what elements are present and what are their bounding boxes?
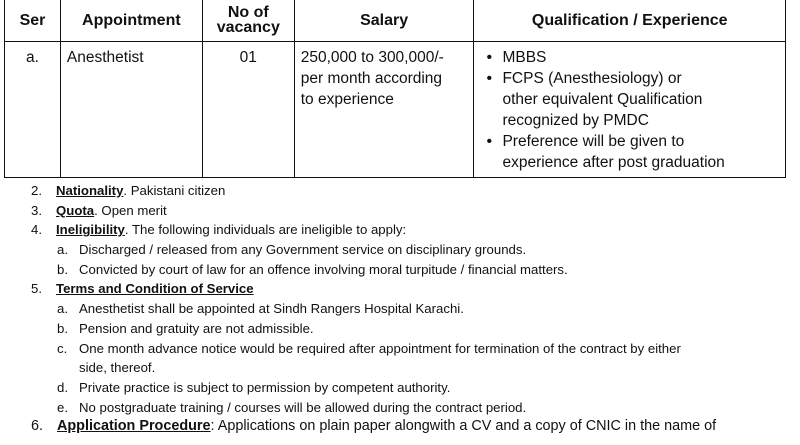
qualification-line: • MBBS [502,49,547,66]
sub-item [0,339,800,359]
cell-qualification [474,42,786,178]
sub-item [0,299,800,319]
sub-item-label: b. [57,261,68,277]
table-header-row [5,0,786,42]
qualification-item [502,131,779,173]
header-appointment: Appointment [60,0,202,42]
para-text [56,201,167,221]
sub-item-label: e. [57,399,68,415]
vacancy-table [4,0,786,178]
sub-item-label: a. [57,242,68,258]
header-salary: Salary [294,0,474,42]
para-number: 3. [31,202,42,218]
cell-ser: a. [5,42,61,178]
header-vacancy [202,0,294,42]
qualification-line: experience after post graduation [502,154,725,171]
sub-item-label: b. [57,320,68,336]
header-ser: Ser [5,0,61,42]
sub-item-label: a. [57,301,68,317]
sub-item-text: One month advance notice would be required after appointment for termination of the contract by either [79,340,681,356]
sub-item [0,398,800,418]
qualification-line: other equivalent Qualification [502,91,703,108]
para-ineligibility [0,220,800,240]
para-number: 6. [31,418,44,435]
para-application [0,417,800,437]
salary-line: 250,000 to 300,000/- [300,49,444,66]
sub-item [0,378,800,398]
qualification-line: • Preference will be given to [502,133,685,150]
sub-item-text: side, thereof. [79,360,156,376]
qualification-line: recognized by PMDC [502,112,649,129]
para-heading: Quota [56,202,95,218]
sub-item [0,260,800,280]
para-heading: Application Procedure [57,418,211,435]
sub-item-label: c. [57,340,68,356]
para-body: . Pakistani citizen [123,183,226,198]
sub-item-text: No postgraduate training / courses will be allowed during the contract period. [79,399,527,415]
table-row [5,42,786,178]
salary-line: to experience [300,91,394,108]
header-vacancy-line2: vacancy [216,19,280,36]
para-body: . Open merit [94,202,167,218]
para-number: 4. [31,222,42,238]
sub-item-text: Anesthetist shall be appointed at Sindh Rangers Hospital Karachi. [79,301,464,317]
para-heading: Terms and Condition of Service [56,281,254,297]
sub-item-text: Discharged / released from any Government service on disciplinary grounds. [79,242,527,258]
sub-item-text: Private practice is subject to permission by competent authority. [79,379,451,395]
cell-vacancy: 01 [202,42,294,178]
para-terms [0,279,800,299]
qualification-list [480,47,779,173]
sub-item-text: Convicted by court of law for an offence involving moral turpitude / financial matters. [79,261,568,277]
para-body: : Applications on plain paper alongwith a CV and a copy of CNIC in the name of [210,418,717,435]
cell-appointment: Anesthetist [60,42,202,178]
para-text [56,279,254,299]
para-heading: Ineligibility [56,222,125,238]
qualification-item [502,68,779,131]
sub-item [0,240,800,260]
paragraphs [0,181,800,437]
para-number: 5. [31,281,42,297]
header-vacancy-line1: No of [227,4,269,21]
para-text [56,220,406,240]
para-text [57,417,716,437]
qualification-item [502,47,779,68]
para-quota [0,201,800,221]
header-qualification: Qualification / Experience [474,0,786,42]
sub-item-label: d. [57,379,68,395]
para-nationality [0,181,800,201]
para-heading: Nationality [56,183,124,198]
sub-item [0,319,800,339]
salary-line: per month according [300,70,443,87]
para-number: 2. [31,183,42,198]
qualification-line: • FCPS (Anesthesiology) or [502,70,682,87]
sub-item-text: Pension and gratuity are not admissible. [79,320,314,336]
para-text [56,181,225,201]
para-body: . The following individuals are ineligible to apply: [124,222,407,238]
cell-salary [294,42,474,178]
sub-item-continuation [0,358,800,378]
